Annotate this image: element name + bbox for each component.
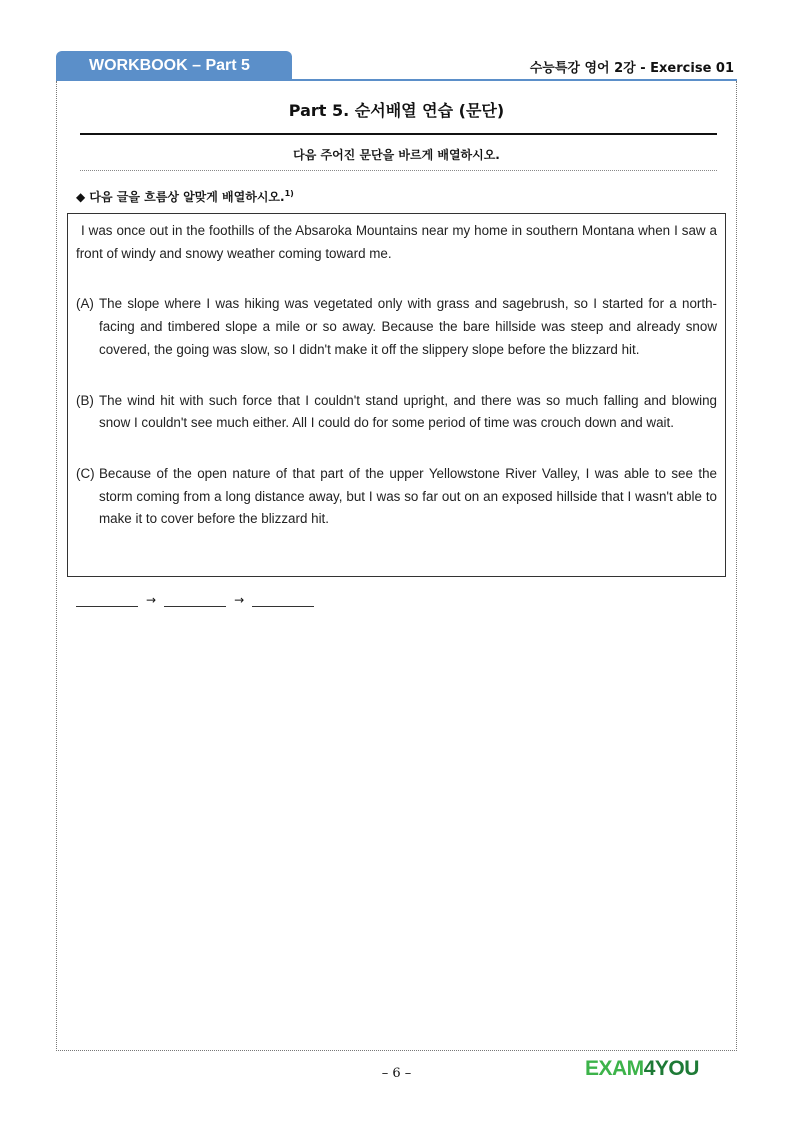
passage-item-c [76,463,717,531]
title-divider [80,133,717,135]
answer-blank-1[interactable] [76,594,138,607]
footnote-marker: 1) [284,189,294,198]
instruction-divider [80,170,717,171]
passage-box [67,213,726,577]
passage-intro: I was once out in the foothills of the Absaroka Mountains near my home in southern Montana when I saw a front of windy and snowy weather coming toward me. [76,223,717,261]
item-label: (A) [76,296,94,312]
passage-item-a [76,293,717,361]
answer-blank-3[interactable] [252,594,314,607]
exam4you-logo [585,1057,699,1081]
passage-item-b [76,390,717,435]
item-label: (B) [76,392,94,408]
arrow-icon: → [146,593,157,607]
answer-blanks [76,593,314,607]
part-title: Part 5. 순서배열 연습 (문단) [288,101,505,120]
arrow-icon: → [234,593,245,607]
item-text: The slope where I was hiking was vegetated only with grass and sagebrush, so I started for a north-facing and timbered slope a mile or so away. Because the bare hillside was steep and already snow covered, the going was slow, so I didn't make it off the slippery slope before the blizzard hit. [99,296,717,357]
header-title: 수능특강 영어 2강 - Exercise 01 [529,61,734,76]
workbook-tab [56,51,292,80]
item-text: Because of the open nature of that part of the upper Yellowstone River Valley, I was able to see the storm coming from a long distance away, but I was so far out on an exposed hillside that I wasn't able to make it to cover before the blizzard hit. [99,465,717,527]
answer-blank-2[interactable] [164,594,226,607]
workbook-tab-label: WORKBOOK – Part 5 [89,56,250,74]
logo-text-part2: 4YOU [643,1057,699,1080]
logo-text-part1: EXAM [585,1057,644,1080]
item-text: The wind hit with such force that I couldn't stand upright, and there was so much falling and blowing snow I couldn't see much either. All I could do for some period of time was crouch down and wait. [99,392,717,431]
instruction-text: 다음 주어진 문단을 바르게 배열하시오. [293,148,500,162]
question-prompt [76,188,294,205]
item-label: (C) [76,465,95,481]
question-text: ◆ 다음 글을 흐름상 알맞게 배열하시오. [76,190,285,204]
page-number: – 6 – [381,1066,412,1081]
